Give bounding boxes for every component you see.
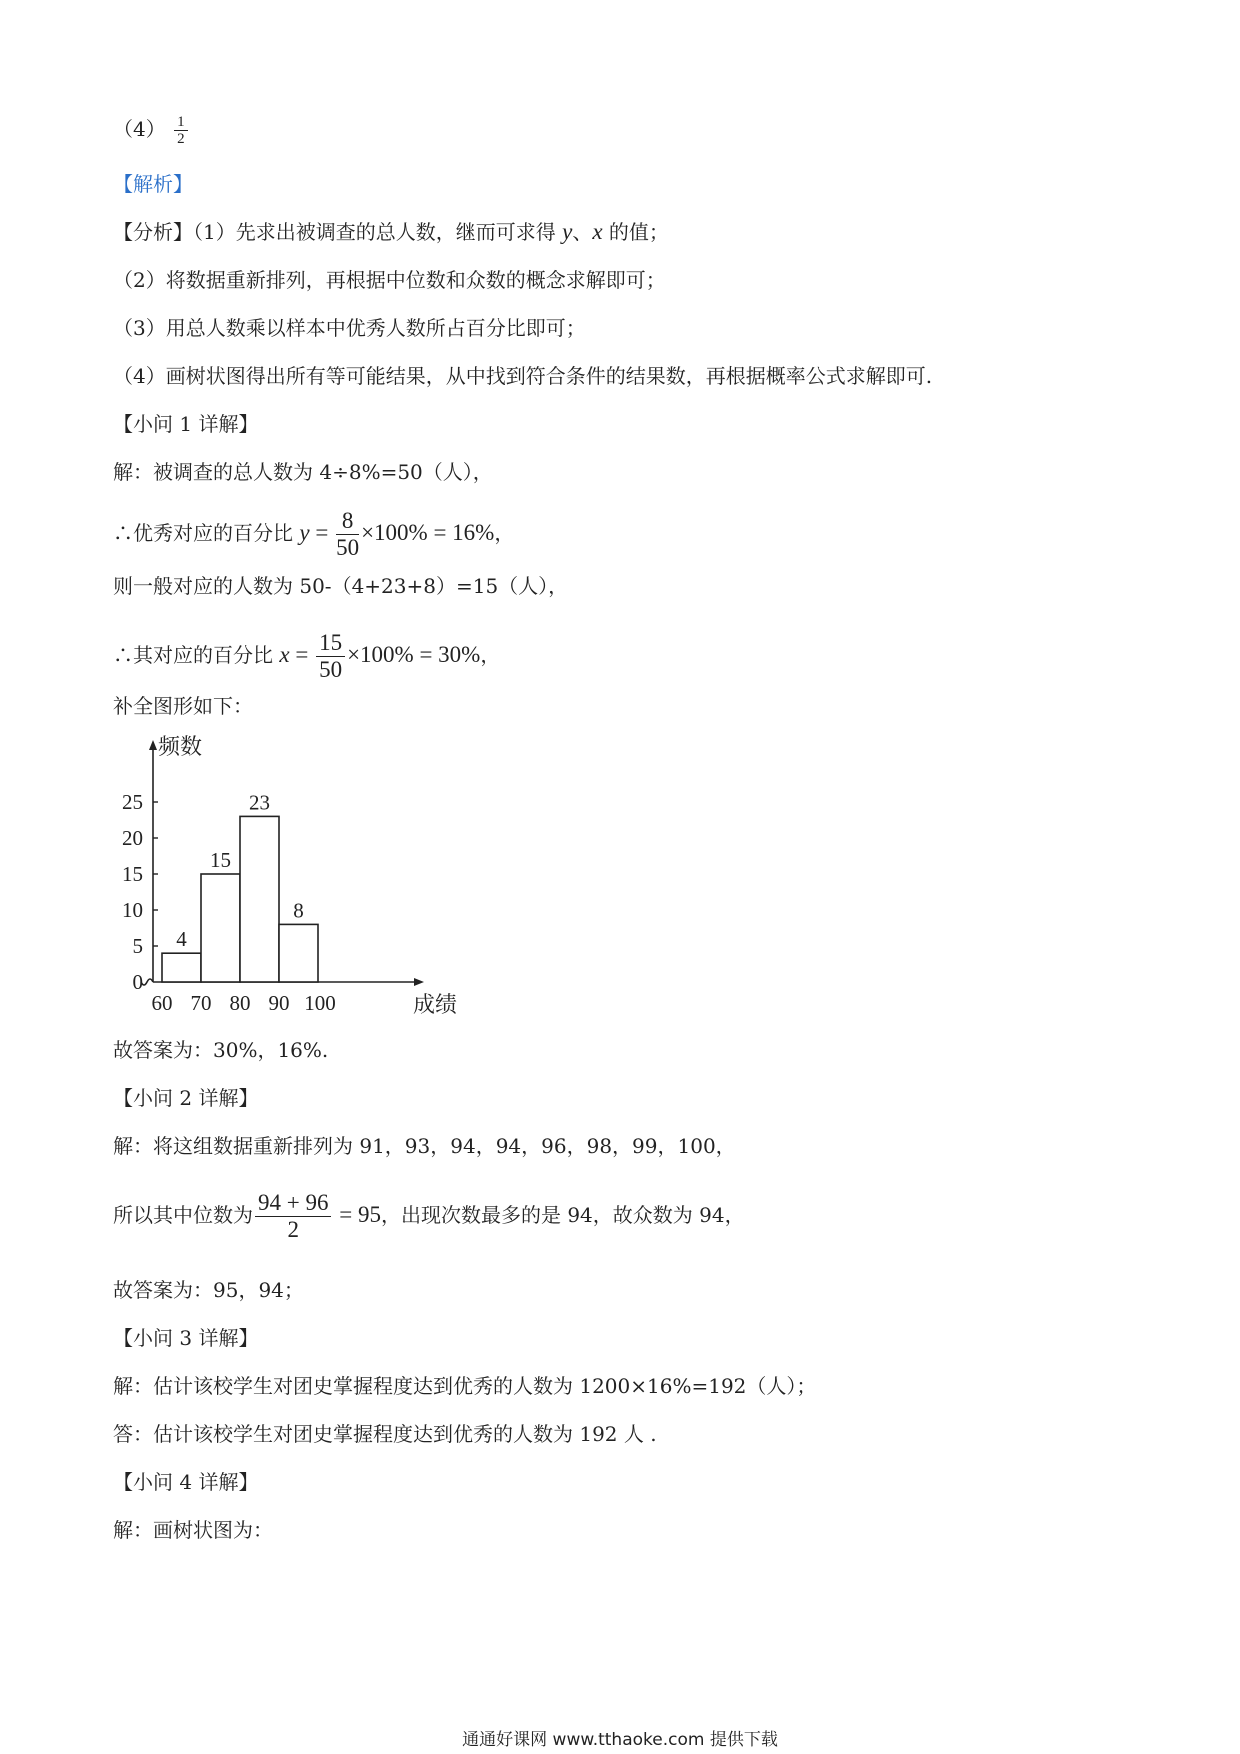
bar-60-70	[162, 953, 201, 982]
x-tick-label: 70	[190, 991, 212, 1015]
q3-heading: 【小问 3 详解】	[113, 1326, 259, 1350]
fraction-15-50	[316, 630, 345, 683]
q1-answer: 故答案为：30%，16%.	[113, 1038, 329, 1062]
var-x: x	[279, 642, 290, 667]
fraction-denominator: 2	[287, 1217, 299, 1242]
answer-4-fraction	[174, 114, 188, 147]
analysis-line-3: （3）用总人数乘以样本中优秀人数所占百分比即可；	[113, 316, 586, 340]
analysis-line-1	[113, 218, 669, 246]
analysis-line-4: （4）画树状图得出所有等可能结果，从中找到符合条件的结果数，再根据概率公式求解即可.	[113, 364, 933, 388]
y-tick-label: 20	[122, 826, 143, 850]
bar-70-80	[201, 874, 240, 982]
bar-90-100	[279, 924, 318, 982]
q3-line-2: 答：估计该校学生对团史掌握程度达到优秀的人数为 192 人 .	[113, 1422, 657, 1446]
var-x: x	[592, 219, 603, 244]
fraction-median	[255, 1190, 331, 1243]
q1-heading: 【小问 1 详解】	[113, 412, 259, 436]
q2-line-1: 解：将这组数据重新排列为 91，93，94，94，96，98，99，100，	[113, 1134, 736, 1158]
y-axis-label: 频数	[158, 735, 203, 760]
x-tick-label: 60	[151, 991, 173, 1015]
q1-line-2	[113, 508, 514, 561]
frequency-histogram	[108, 732, 468, 1022]
x-axis-label: 成绩	[413, 993, 458, 1018]
fraction-denominator: 2	[177, 131, 185, 147]
q1-line-2-text: ∴优秀对应的百分比	[113, 521, 300, 545]
q1-line-5: 补全图形如下：	[113, 694, 253, 718]
fraction-numerator: 15	[316, 630, 345, 657]
bar-value-label: 4	[176, 927, 187, 952]
bar-value-label: 15	[210, 848, 231, 872]
comma: ，	[494, 521, 515, 545]
q1-line-3: 则一般对应的人数为 50-（4+23+8）=15（人），	[113, 574, 569, 598]
percent-result: ×100% = 16%	[361, 520, 495, 545]
answer-4	[113, 114, 190, 147]
bar-80-90	[240, 816, 279, 982]
x-tick-label: 80	[229, 991, 251, 1015]
q2-line-2	[113, 1190, 745, 1243]
percent-result: ×100% = 30%	[347, 642, 481, 667]
analysis-line-2: （2）将数据重新排列，再根据中位数和众数的概念求解即可；	[113, 268, 666, 292]
bar-value-label: 23	[249, 790, 270, 815]
equals: =	[289, 642, 315, 667]
q3-line-1: 解：估计该校学生对团史掌握程度达到优秀的人数为 1200×16%=192（人）；	[113, 1374, 817, 1398]
x-axis-arrow	[414, 978, 424, 986]
x-tick-label: 90	[268, 991, 290, 1015]
y-tick-label: 15	[122, 862, 143, 886]
analysis-text: （1）先求出被调查的总人数，继而可求得	[193, 220, 563, 244]
q2-answer: 故答案为：95，94；	[113, 1278, 304, 1302]
analysis-heading: 【分析】	[113, 220, 193, 244]
q1-line-4-text: ∴其对应的百分比	[113, 643, 280, 667]
answer-4-prefix: （4）	[113, 117, 166, 141]
q2-line-2-text: 所以其中位数为	[113, 1203, 253, 1227]
separator: 、	[572, 220, 593, 244]
q1-line-4	[113, 630, 500, 683]
q4-line-1: 解：画树状图为：	[113, 1518, 273, 1542]
y-axis-arrow	[149, 740, 157, 750]
fraction-numerator: 94 + 96	[255, 1190, 331, 1217]
y-tick-label: 0	[132, 970, 143, 994]
fraction-denominator: 50	[319, 657, 343, 682]
y-tick-label: 10	[122, 898, 143, 922]
comma: ，	[480, 643, 501, 667]
q2-heading: 【小问 2 详解】	[113, 1086, 259, 1110]
fraction-numerator: 1	[174, 114, 188, 131]
bar-value-label: 8	[293, 898, 304, 923]
equals: =	[309, 520, 335, 545]
y-tick-label: 5	[132, 934, 143, 958]
var-y: y	[299, 520, 310, 545]
x-tick-label: 100	[304, 991, 336, 1015]
y-tick-label: 25	[122, 790, 143, 814]
fraction-8-50	[336, 508, 359, 561]
footer-credit: 通通好课网 www.tthaoke.com 提供下载	[462, 1730, 778, 1750]
fraction-numerator: 8	[336, 508, 359, 535]
q1-line-1: 解：被调查的总人数为 4÷8%=50（人），	[113, 460, 493, 484]
var-y: y	[562, 219, 573, 244]
q4-heading: 【小问 4 详解】	[113, 1470, 259, 1494]
median-result: = 95	[333, 1202, 381, 1227]
q2-line-2-end: ，出现次数最多的是 94，故众数为 94，	[380, 1203, 745, 1227]
fraction-denominator: 50	[336, 535, 360, 560]
analysis-text-end: 的值；	[602, 220, 669, 244]
jiexi-heading: 【解析】	[113, 172, 193, 196]
